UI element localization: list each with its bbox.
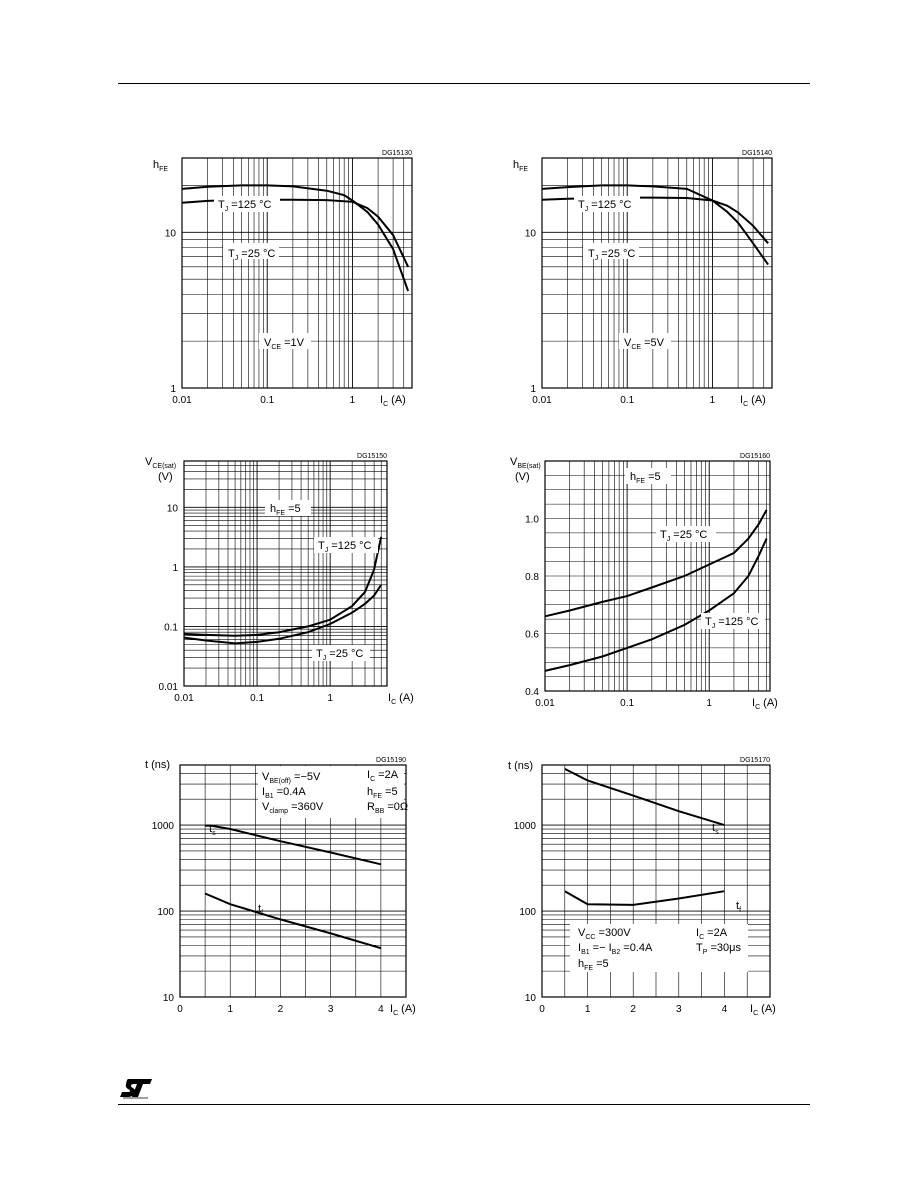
header-rule (118, 83, 810, 84)
annotation: $I_C =2A$ (367, 769, 399, 783)
x-axis-label: $I_C$ (A) (390, 1003, 416, 1017)
x-tick-label: 1 (227, 1004, 234, 1015)
annotation: $T_J =125$ °C (318, 540, 372, 554)
x-tick-label: 0.01 (174, 693, 194, 704)
y-tick-label: 1000 (151, 821, 174, 833)
annotation: $T_J =25$ °C (588, 248, 636, 262)
switching-time-inductive-chart (140, 752, 440, 1022)
y-tick-label: 0.6 (525, 629, 539, 641)
x-tick-label: 1 (349, 395, 356, 406)
annotation: $T_J =125$ °C (578, 199, 632, 213)
x-tick-label: 0.01 (172, 395, 192, 406)
x-tick-label: 4 (721, 1004, 728, 1015)
figure-code: DG15150 (357, 453, 387, 460)
y-tick-label: 0.4 (525, 687, 539, 698)
x-tick-label: 0 (539, 1004, 545, 1015)
x-tick-label: 0.1 (260, 395, 275, 406)
x-axis-label: $I_C$ (A) (388, 692, 414, 706)
x-tick-label: 0.1 (250, 693, 265, 704)
series-tf (565, 891, 725, 905)
annotation: $h_{FE} =5$ (630, 471, 661, 485)
x-tick-label: 0.1 (620, 698, 635, 709)
annotation: $t_f$ (258, 903, 264, 917)
annotation: $T_J =25$ °C (228, 248, 276, 262)
annotation: $V_{CE} =1V$ (264, 337, 305, 351)
y-axis-label: t (ns) (508, 760, 534, 772)
annotation: $T_J =125$ °C (705, 616, 759, 630)
y-tick-label: 10 (524, 228, 536, 240)
x-tick-label: 1 (709, 395, 716, 406)
annotation: $V_{CC} =300V$ (578, 927, 631, 941)
y-tick-label: 0.8 (525, 572, 539, 583)
vbe-sat-chart (500, 448, 800, 718)
y-axis-label: $V_{CE(sat)}$ (145, 456, 177, 470)
y-axis-unit: (V) (515, 471, 530, 483)
series-ts (565, 769, 725, 825)
x-tick-label: 4 (378, 1004, 384, 1015)
plot-frame (542, 158, 772, 388)
y-tick-label: 1 (170, 384, 176, 395)
grid (182, 158, 412, 388)
x-tick-label: 1 (584, 1004, 591, 1015)
x-axis-label: $I_C$ (A) (752, 697, 778, 711)
y-axis-label: t (ns) (145, 759, 171, 771)
x-tick-label: 1 (327, 693, 333, 704)
annotation: $R_{BB} =0\Omega$ (367, 801, 409, 815)
x-tick-label: 0.1 (620, 395, 635, 406)
y-tick-label: 10 (162, 993, 174, 1004)
series-tf (205, 894, 381, 949)
annotation: $t_s$ (209, 823, 216, 837)
annotation: $I_C =2A$ (696, 927, 728, 941)
x-tick-label: 0.01 (535, 698, 555, 709)
x-axis-label: $I_C$ (A) (750, 1003, 776, 1017)
y-axis-label: $h_{FE}$ (153, 159, 169, 173)
annotation: $h_{FE} =5$ (578, 958, 609, 972)
st-logo (118, 1077, 154, 1099)
y-tick-label: 100 (519, 907, 536, 919)
plot-frame (182, 158, 412, 388)
vce-sat-chart (140, 448, 440, 718)
x-tick-label: 3 (327, 1004, 334, 1015)
y-tick-label: 10 (166, 503, 178, 515)
annotation: $V_{BE(off)} =-5V$ (262, 771, 321, 785)
annotation: $h_{FE} =5$ (270, 503, 301, 517)
y-tick-label: 10 (164, 228, 176, 240)
y-tick-label: 0.01 (158, 682, 178, 693)
annotation: $I_{B1} =- I_{B2} =0.4A$ (578, 942, 653, 956)
annotation: $T_P =30\mu s$ (696, 942, 741, 956)
annotation: $V_{CE} =5V$ (624, 337, 665, 351)
annotation: $t_s$ (712, 822, 719, 836)
figure-code: DG15140 (742, 150, 772, 157)
figure-code: DG15130 (382, 150, 412, 157)
series-curve-1 (545, 510, 767, 616)
annotation: $T_J =25$ °C (660, 529, 708, 543)
y-tick-label: 100 (157, 907, 174, 919)
x-tick-label: 2 (277, 1004, 284, 1015)
annotation: $h_{FE} =5$ (367, 786, 398, 800)
x-axis-label: $I_C$ (A) (380, 394, 406, 408)
y-tick-label: 1.0 (525, 514, 539, 526)
annotation: $T_J =25$ °C (316, 648, 364, 662)
figure-code: DG15160 (740, 453, 770, 460)
x-tick-label: 1 (706, 698, 712, 709)
hfe-vce1v-chart (140, 145, 440, 415)
grid (545, 461, 770, 691)
footer-rule (118, 1104, 810, 1105)
x-tick-label: 0.01 (532, 395, 552, 406)
annotation: $t_f$ (736, 900, 742, 914)
annotation: $T_J =125$ °C (218, 199, 272, 213)
annotation: $V_{clamp} =360V$ (262, 801, 324, 815)
series-ts (205, 826, 381, 865)
y-tick-label: 1000 (513, 821, 536, 833)
x-tick-label: 2 (630, 1004, 636, 1015)
y-tick-label: 0.1 (164, 622, 178, 634)
y-axis-label: $V_{BE(sat)}$ (510, 456, 541, 470)
x-axis-label: $I_C$ (A) (740, 394, 766, 408)
switching-time-resistive-chart (500, 752, 800, 1022)
y-axis-unit: (V) (158, 471, 173, 483)
hfe-vce5v-chart (500, 145, 800, 415)
y-axis-label: $h_{FE}$ (513, 159, 529, 173)
figure-code: DG15170 (740, 757, 770, 764)
grid (542, 158, 772, 388)
y-tick-label: 10 (524, 993, 536, 1004)
x-tick-label: 3 (676, 1004, 682, 1015)
y-tick-label: 1 (172, 562, 178, 574)
x-tick-label: 0 (177, 1004, 183, 1015)
y-tick-label: 1 (530, 384, 536, 395)
annotation: $I_{B1} =0.4A$ (262, 786, 306, 800)
figure-code: DG15190 (376, 757, 406, 764)
